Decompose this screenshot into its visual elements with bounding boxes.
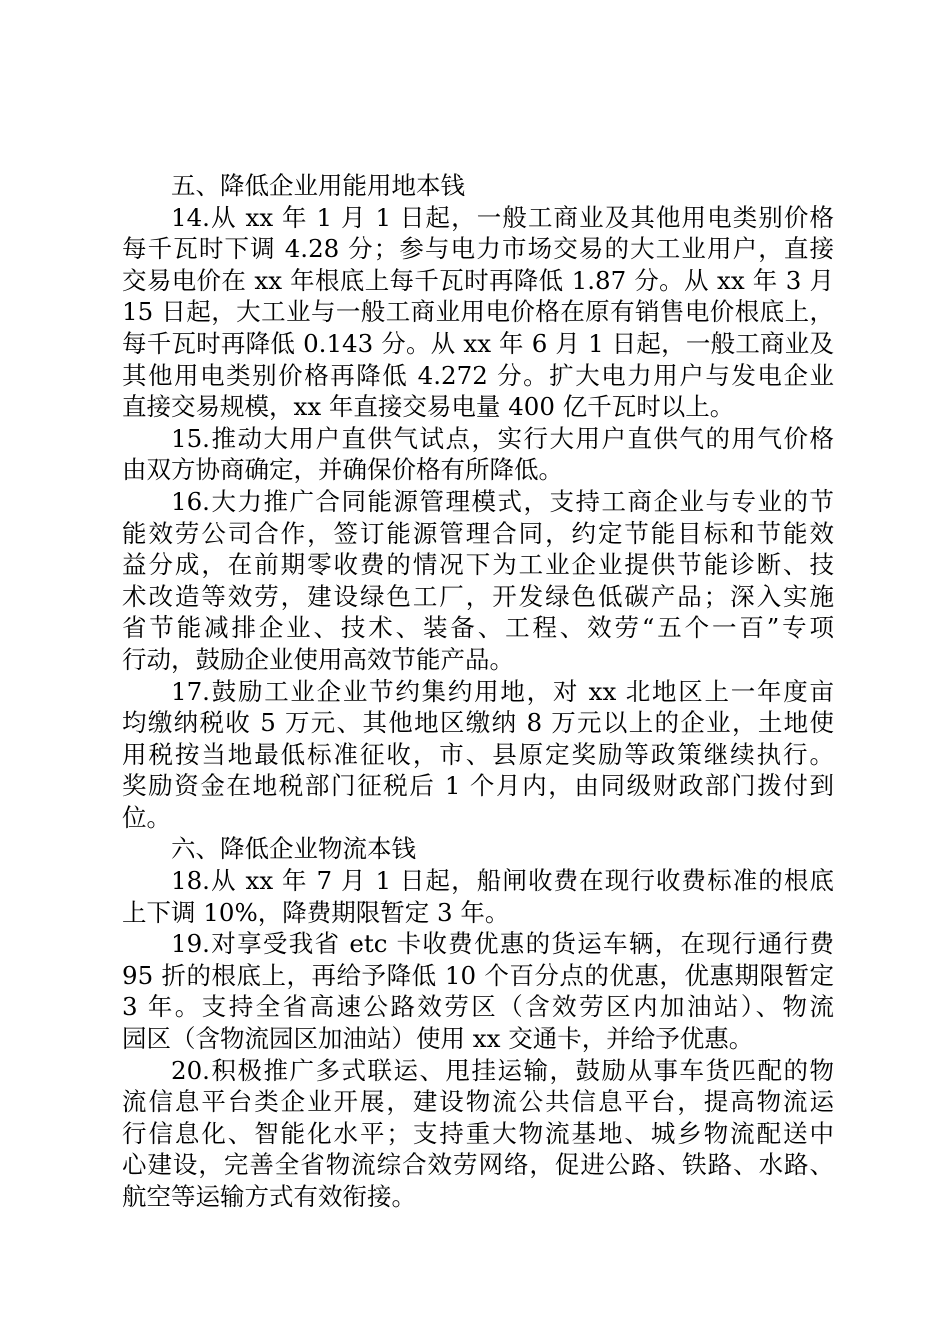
text-line: 18.从 xx 年 7 月 1 日起，船闸收费在现行收费标准的根底 <box>171 866 834 896</box>
text-line: 流信息平台类企业开展，建设物流公共信息平台，提高物流运 <box>122 1087 834 1117</box>
text-line: 航空等运输方式有效衔接。 <box>122 1182 416 1211</box>
text-line: 17.鼓励工业企业节约集约用地，对 xx 北地区上一年度亩 <box>171 676 834 706</box>
text-line: 交易电价在 xx 年根底上每千瓦时再降低 1.87 分。从 xx 年 3 月 <box>122 265 834 295</box>
text-line: 位。 <box>122 802 171 832</box>
text-line: 19.对享受我省 etc 卡收费优惠的货运车辆，在现行通行费 <box>171 929 834 959</box>
text-line: 16.大力推广合同能源管理模式，支持工商企业与专业的节 <box>171 486 834 516</box>
text-line: 均缴纳税收 5 万元、其他地区缴纳 8 万元以上的企业，土地使 <box>122 708 834 738</box>
text-line: 省节能减排企业、技术、装备、工程、效劳“五个一百”专项 <box>122 613 834 643</box>
text-line: 其他用电类别价格再降低 4.272 分。扩大电力用户与发电企业 <box>122 360 834 390</box>
text-line: 3 年。支持全省高速公路效劳区（含效劳区内加油站）、物流 <box>122 992 834 1022</box>
text-line: 15 日起，大工业与一般工商业用电价格在原有销售电价根底上， <box>122 297 834 327</box>
text-line: 每千瓦时下调 4.28 分；参与电力市场交易的大工业用户，直接 <box>122 234 834 264</box>
text-line: 园区（含物流园区加油站）使用 xx 交通卡，并给予优惠。 <box>122 1024 754 1054</box>
text-line: 用税按当地最低标准征收，市、县原定奖励等政策继续执行。 <box>122 739 834 769</box>
text-line: 能效劳公司合作，签订能源管理合同，约定节能目标和节能效 <box>122 518 834 548</box>
text-line: 直接交易规模，xx 年直接交易电量 400 亿千瓦时以上。 <box>122 392 735 422</box>
text-line: 20.积极推广多式联运、甩挂运输，鼓励从事车货匹配的物 <box>171 1055 834 1085</box>
text-line: 由双方协商确定，并确保价格有所降低。 <box>122 455 563 485</box>
text-line: 95 折的根底上，再给予降低 10 个百分点的优惠，优惠期限暂定 <box>122 960 834 990</box>
text-line: 心建设，完善全省物流综合效劳网络，促进公路、铁路、水路、 <box>122 1150 834 1180</box>
document-page <box>122 170 834 1213</box>
text-line: 14.从 xx 年 1 月 1 日起，一般工商业及其他用电类别价格 <box>171 202 834 232</box>
text-line: 益分成，在前期零收费的情况下为工业企业提供节能诊断、技 <box>122 550 834 580</box>
text-line: 15.推动大用户直供气试点，实行大用户直供气的用气价格 <box>171 423 834 453</box>
text-line: 五、降低企业用能用地本钱 <box>171 171 465 200</box>
text-line: 行动，鼓励企业使用高效节能产品。 <box>122 644 514 674</box>
text-line: 奖励资金在地税部门征税后 1 个月内，由同级财政部门拨付到 <box>122 771 834 801</box>
text-line: 术改造等效劳，建设绿色工厂，开发绿色低碳产品；深入实施 <box>122 581 834 611</box>
text-line: 上下调 10%，降费期限暂定 3 年。 <box>122 897 510 927</box>
text-line: 每千瓦时再降低 0.143 分。从 xx 年 6 月 1 日起，一般工商业及 <box>122 328 834 358</box>
text-line: 六、降低企业物流本钱 <box>171 834 416 864</box>
text-line: 行信息化、智能化水平；支持重大物流基地、城乡物流配送中 <box>122 1118 834 1148</box>
